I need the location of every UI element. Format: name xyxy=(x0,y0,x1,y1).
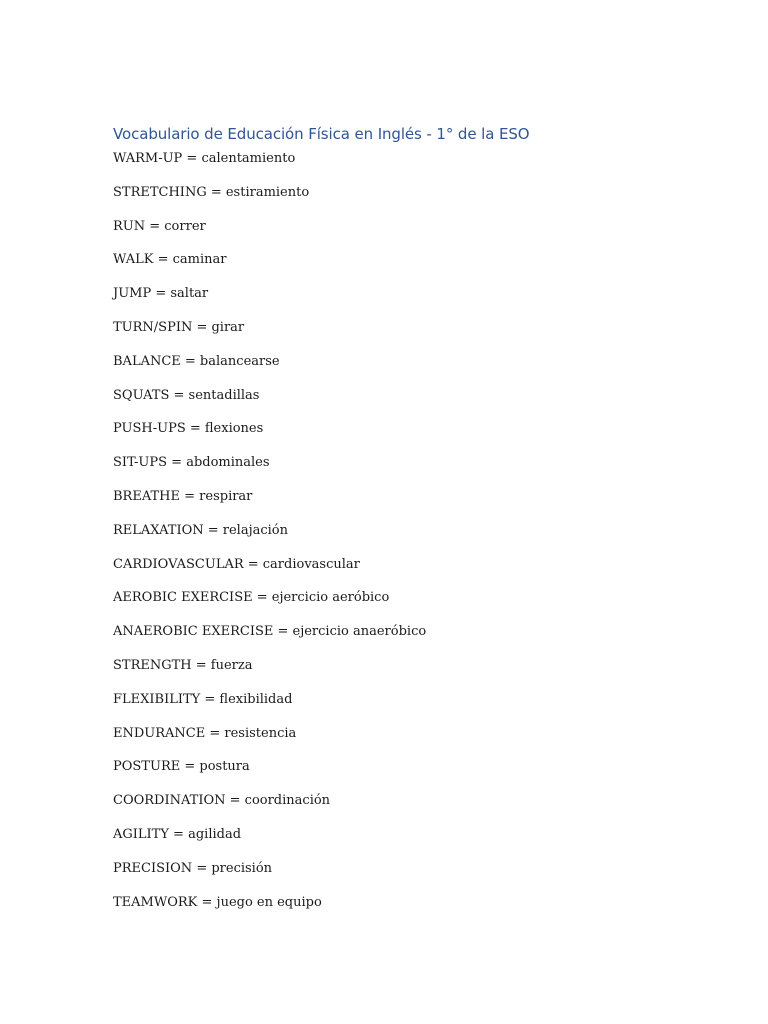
vocab-entry: AEROBIC EXERCISE = ejercicio aeróbico xyxy=(113,590,390,606)
vocab-entry: AGILITY = agilidad xyxy=(113,826,242,842)
vocab-entry: STRENGTH = fuerza xyxy=(113,657,253,673)
vocab-entry: WALK = caminar xyxy=(113,252,227,268)
document-page xyxy=(113,122,713,923)
vocab-entry: ENDURANCE = resistencia xyxy=(113,725,297,741)
vocab-entry: ANAEROBIC EXERCISE = ejercicio anaeróbico xyxy=(113,624,427,640)
vocab-entry: RUN = correr xyxy=(113,218,206,234)
vocab-entry: POSTURE = postura xyxy=(113,759,250,775)
vocab-entry: RELAXATION = relajación xyxy=(113,522,288,538)
vocabulary-list xyxy=(113,146,713,923)
vocab-entry: SQUATS = sentadillas xyxy=(113,387,260,403)
vocab-entry: STRETCHING = estiramiento xyxy=(113,184,310,200)
vocab-entry: FLEXIBILITY = flexibilidad xyxy=(113,691,293,707)
vocab-entry: JUMP = saltar xyxy=(113,286,209,302)
vocab-entry: CARDIOVASCULAR = cardiovascular xyxy=(113,556,360,572)
vocab-entry: PUSH-UPS = flexiones xyxy=(113,421,264,437)
vocab-entry: BREATHE = respirar xyxy=(113,488,253,504)
vocab-entry: TEAMWORK = juego en equipo xyxy=(113,894,322,910)
document-title: Vocabulario de Educación Física en Inglés - 1° de la ESO xyxy=(113,125,530,143)
vocab-entry: PRECISION = precisión xyxy=(113,860,273,876)
vocab-entry: WARM-UP = calentamiento xyxy=(113,151,296,166)
vocab-entry: COORDINATION = coordinación xyxy=(113,793,331,809)
vocab-entry: BALANCE = balancearse xyxy=(113,353,280,369)
vocab-entry: TURN/SPIN = girar xyxy=(113,319,245,335)
vocab-entry: SIT-UPS = abdominales xyxy=(113,455,270,471)
